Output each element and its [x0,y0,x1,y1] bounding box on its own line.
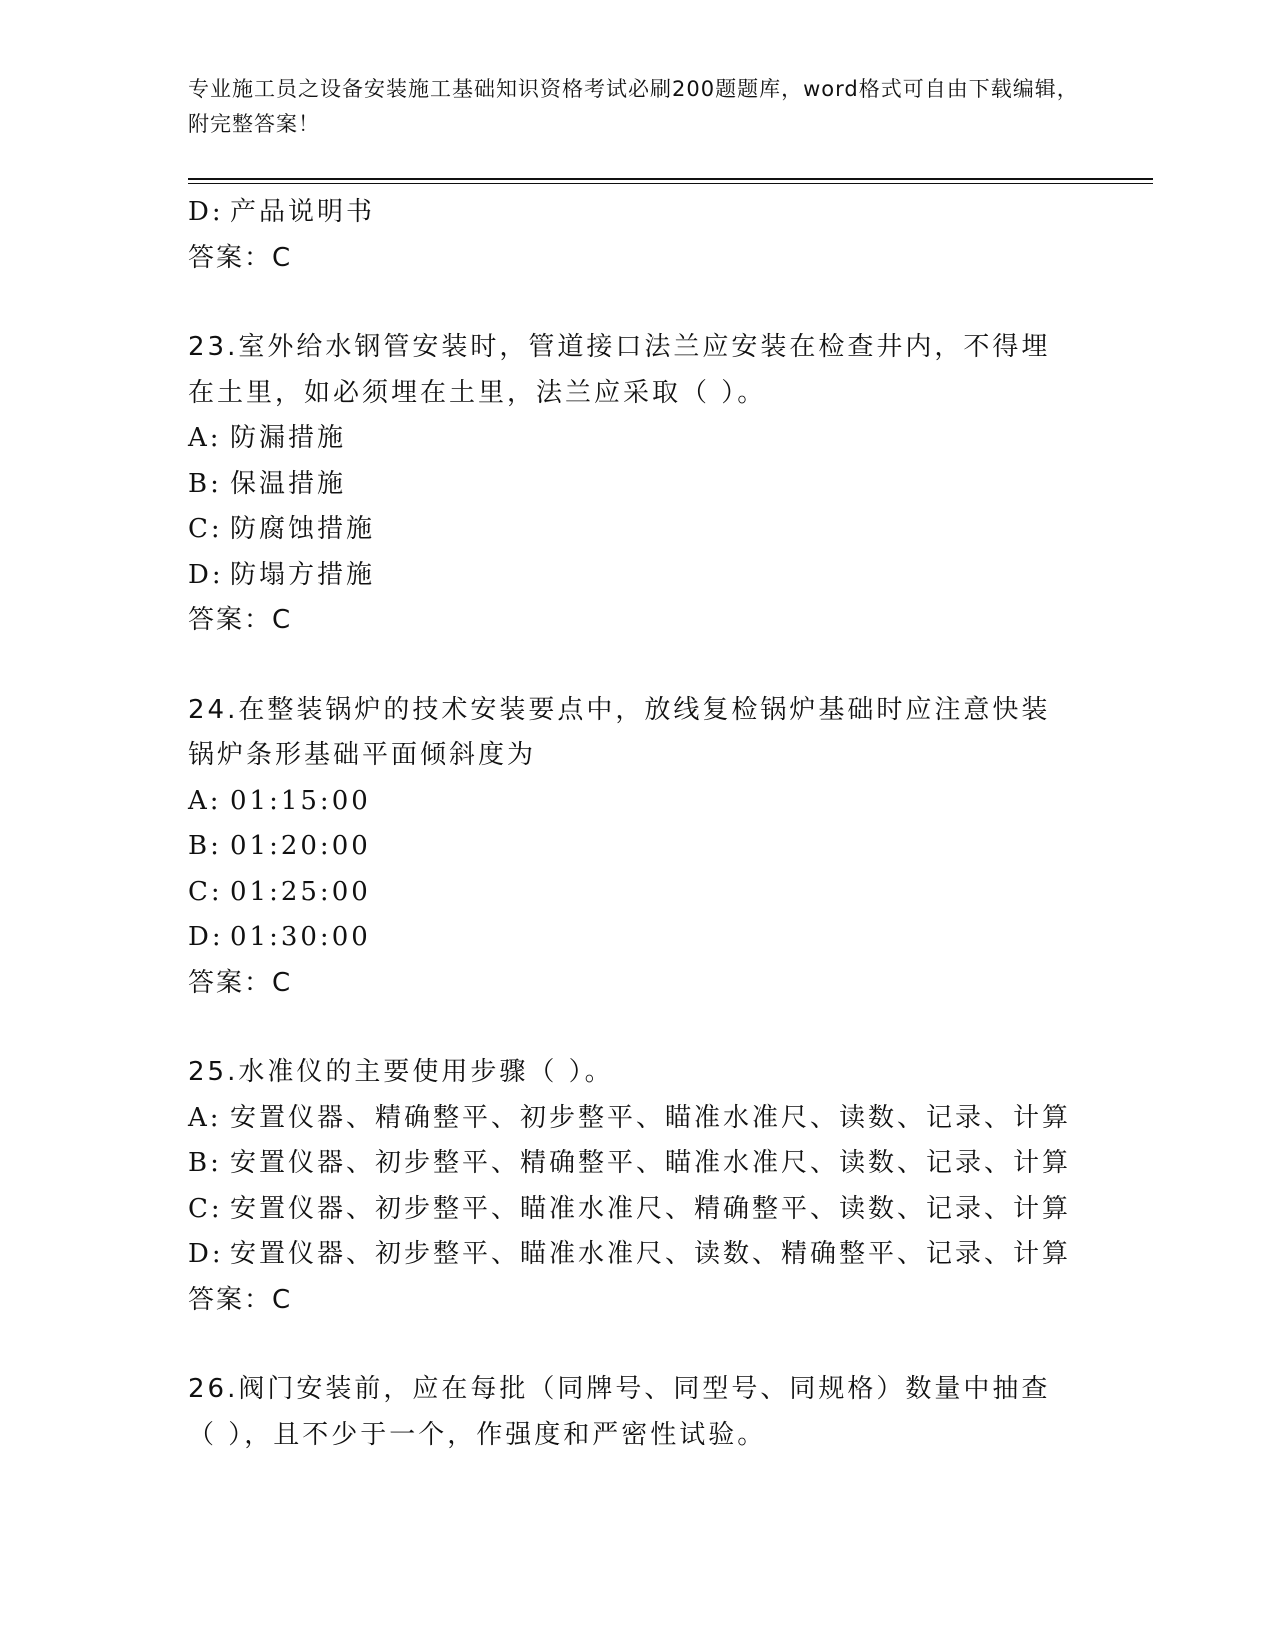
option-text: 安置仪器、精确整平、初步整平、瞄准水准尺、读数、记录、计算 [230,1102,1072,1133]
option-letter: D: [188,197,224,227]
option-letter: D: [188,559,224,590]
option-text: 01:15:00 [230,785,371,816]
question-24-stem: 24.在整装锅炉的技术安装要点中，放线复检锅炉基础时应注意快装锅炉条形基础平面倾斜度为 [188,694,1051,770]
question-23-option-a [188,416,1088,462]
option-text: 01:30:00 [230,922,371,952]
question-25-answer: 答案：C [188,1284,293,1315]
question-23-option-b [188,462,1088,508]
option-letter: C: [188,514,223,544]
option-letter: B: [188,1148,222,1178]
document-header: 专业施工员之设备安装施工基础知识资格考试必刷200题题库，word格式可自由下载编辑，附完整答案！ [188,77,1079,136]
option-letter: A: [188,785,222,816]
option-text: 安置仪器、初步整平、瞄准水准尺、精确整平、读数、记录、计算 [230,1193,1072,1224]
question-24-option-a [188,779,1088,825]
question-25-option-d [188,1232,1088,1278]
option-text: 安置仪器、初步整平、瞄准水准尺、读数、精确整平、记录、计算 [230,1239,1072,1269]
question-25-option-b [188,1141,1088,1187]
option-text: 保温措施 [230,468,347,499]
question-26-stem: 26.阀门安装前，应在每批（同牌号、同型号、同规格）数量中抽查（ ），且不少于一个，作强度和严密性试验。 [188,1374,1051,1450]
option-text: 安置仪器、初步整平、精确整平、瞄准水准尺、读数、记录、计算 [230,1148,1072,1178]
option-text: 防漏措施 [230,423,347,453]
question-24-option-c [188,870,1088,916]
option-text: 产品说明书 [230,197,376,227]
question-23-stem: 23.室外给水钢管安装时，管道接口法兰应安装在检查井内，不得埋在土里，如必须埋在土里，法兰应采取（ ）。 [188,332,1051,408]
option-text: 防塌方措施 [230,559,376,590]
question-23-option-d [188,553,1088,599]
option-letter: D: [188,1239,224,1269]
header-divider-thick [188,178,1153,180]
question-24-option-d [188,915,1088,961]
option-letter: C: [188,876,223,907]
question-25-option-c [188,1187,1088,1233]
question-24-answer: 答案：C [188,967,293,998]
question-24-option-b [188,824,1088,870]
option-letter: A: [188,423,222,453]
header-divider-thin [188,183,1153,184]
prev-option-d [188,190,1088,236]
question-25-stem: 25.水准仪的主要使用步骤（ ）。 [188,1057,614,1087]
question-25-option-a [188,1096,1088,1142]
option-text: 防腐蚀措施 [230,514,376,544]
option-letter: D: [188,922,224,952]
option-letter: A: [188,1102,222,1133]
option-text: 01:20:00 [230,831,371,861]
question-list [188,190,1088,1458]
option-letter: B: [188,831,222,861]
question-23-answer: 答案：C [188,605,293,635]
option-text: 01:25:00 [230,876,371,907]
option-letter: C: [188,1193,223,1224]
question-23-option-c [188,507,1088,553]
prev-answer: 答案：C [188,242,293,273]
option-letter: B: [188,468,222,499]
